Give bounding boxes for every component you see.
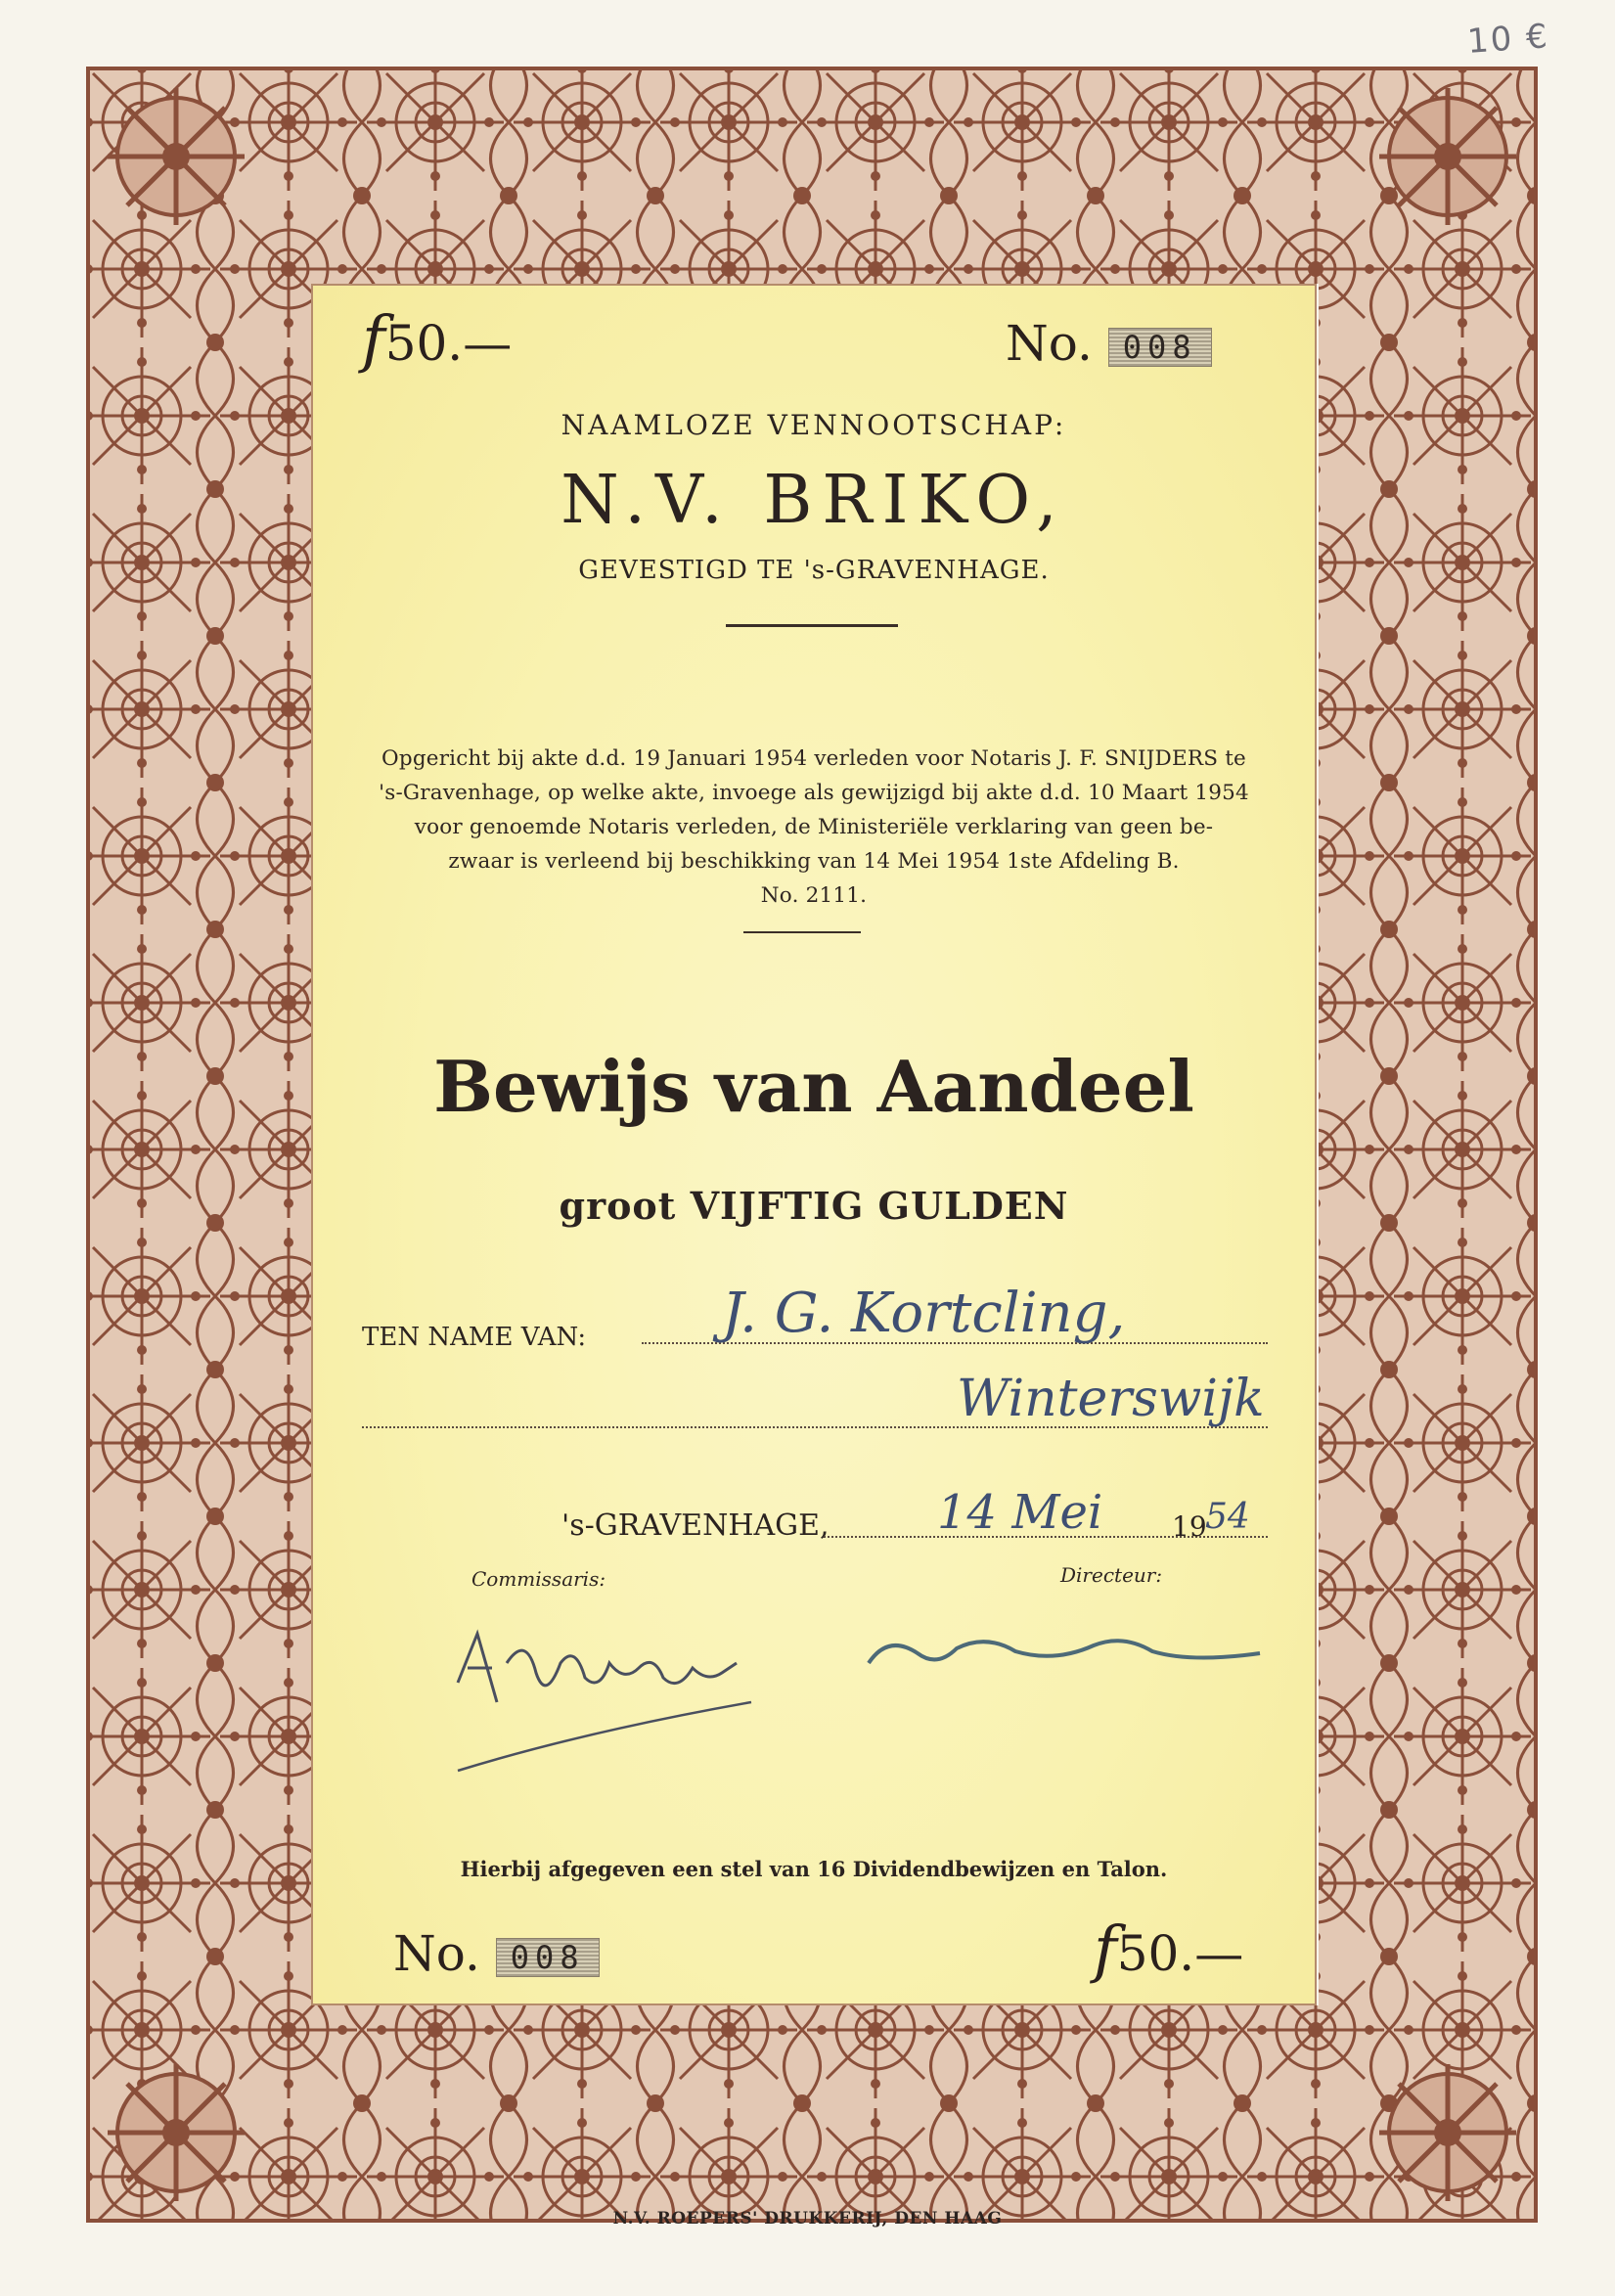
number-label: No. [393, 1925, 480, 1982]
holder-place-handwritten: Winterswijk [957, 1370, 1265, 1428]
certificate-number-bottom [393, 1925, 600, 1982]
company-location: GEVESTIGD TE 's-GRAVENHAGE. [578, 556, 1050, 585]
amount-bottom [1094, 1913, 1243, 1986]
guilder-sign: f [1094, 1913, 1117, 1986]
certificate-subtitle: groot VIJFTIG GULDEN [559, 1184, 1069, 1228]
founding-paragraph [350, 742, 1278, 913]
number-value: 008 [496, 1938, 600, 1977]
printer-imprint: N.V. ROEPERS' DRUKKERIJ, DEN HAAG [612, 2209, 1003, 2228]
year-handwritten: 54 [1205, 1497, 1250, 1537]
founding-line: 's-Gravenhage, op welke akte, invoege als gewijzigd bij akte d.d. 10 Maart 1954 [379, 781, 1249, 805]
amount-bottom-value: 50.— [1116, 1925, 1244, 1982]
date-handwritten: 14 Mei [937, 1485, 1103, 1540]
pencil-price-note: 10 € [1465, 17, 1550, 62]
year-prefix: 19 [1172, 1510, 1207, 1543]
divider-rule-1 [726, 624, 898, 627]
number-value: 008 [1108, 328, 1212, 367]
commissaris-signature [438, 1624, 790, 1780]
founding-line: zwaar is verleend bij beschikking van 14 Mei 1954 1ste Afdeling B. [448, 849, 1180, 874]
commissaris-label: Commissaris: [471, 1567, 606, 1591]
company-type: NAAMLOZE VENNOOTSCHAP: [561, 409, 1067, 441]
number-label: No. [1006, 315, 1093, 372]
company-name: N.V. BRIKO, [561, 462, 1067, 539]
directeur-label: Directeur: [1060, 1563, 1163, 1587]
guilder-sign: f [362, 303, 385, 376]
amount-top [362, 303, 512, 376]
certificate-number-top [1006, 315, 1212, 372]
founding-line: Opgericht bij akte d.d. 19 Januari 1954 verleden voor Notaris J. F. SNIJDERS te [381, 746, 1246, 771]
certificate-title: Bewijs van Aandeel [433, 1045, 1194, 1128]
amount-top-value: 50.— [384, 315, 513, 372]
name-label: TEN NAME VAN: [362, 1323, 587, 1352]
holder-name-handwritten: J. G. Kortcling, [722, 1282, 1126, 1345]
founding-line: No. 2111. [760, 883, 868, 908]
certificate-panel [311, 284, 1317, 2005]
directeur-signature [859, 1614, 1270, 1683]
divider-rule-2 [743, 931, 861, 933]
dividend-note: Hierbij afgegeven een stel van 16 Dividendbewijzen en Talon. [460, 1857, 1168, 1881]
place-label: 's-GRAVENHAGE, [561, 1508, 830, 1543]
founding-line: voor genoemde Notaris verleden, de Ministeriële verklaring van geen be- [414, 815, 1214, 839]
